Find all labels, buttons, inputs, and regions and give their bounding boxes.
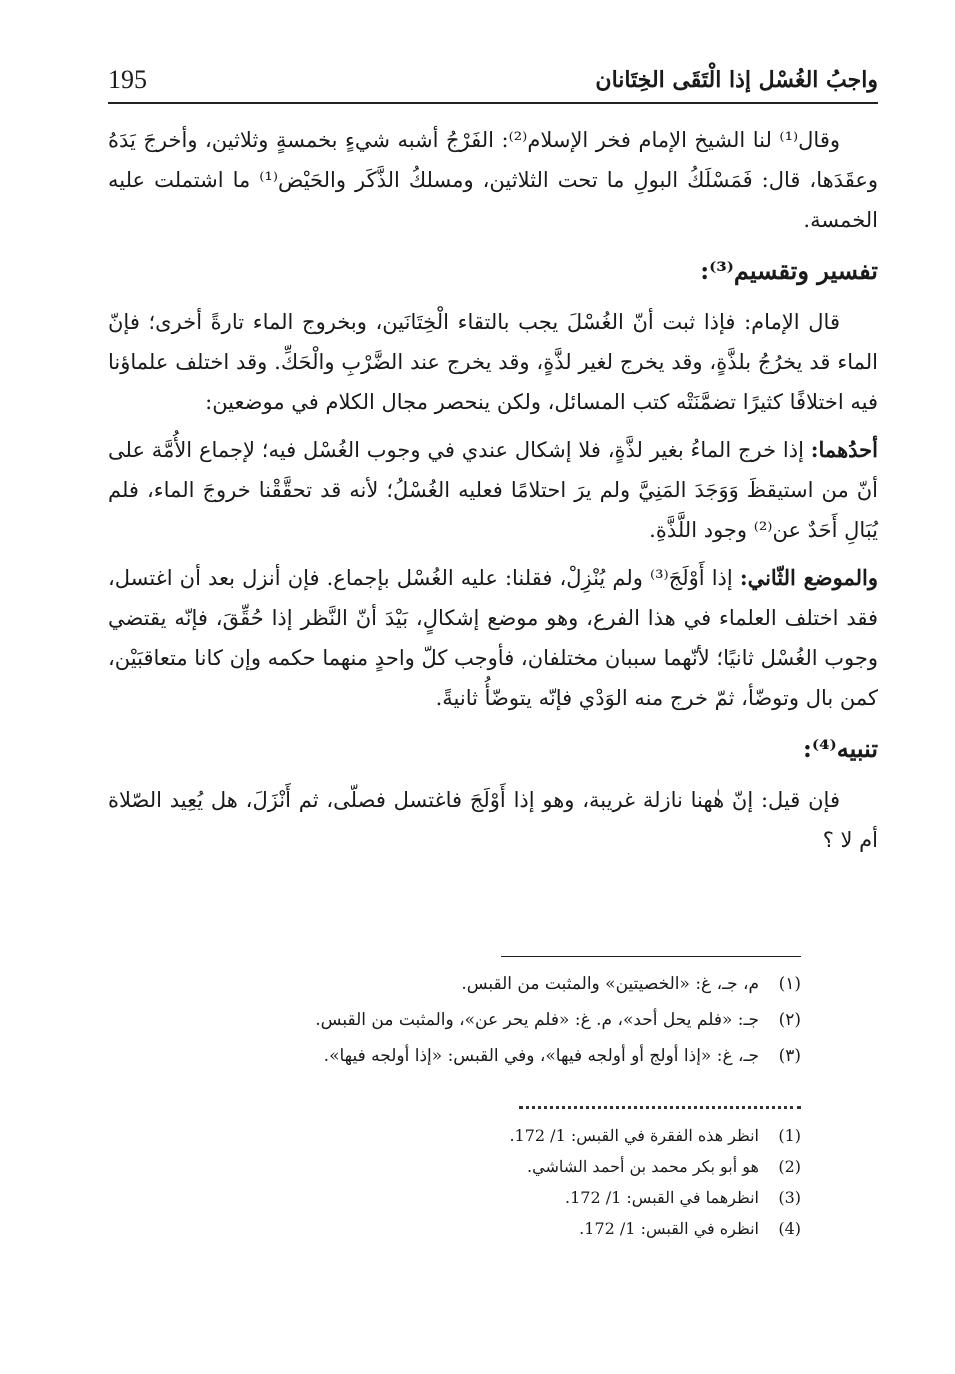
footnote-item xyxy=(315,1038,801,1074)
footnote-text: جـ: «فلم يحل أحد»، م. غ: «فلم يحر عن»، والمثبت من القبس. xyxy=(315,1010,759,1030)
footnote-divider xyxy=(501,956,801,957)
manuscript-footnotes xyxy=(315,966,801,1074)
running-title: واجبُ الغُسْل إذا الْتَقَى الخِتَانان xyxy=(595,67,878,93)
page-number: 195 xyxy=(108,65,147,94)
footnote-text: جـ، غ: «إذا أولج أو أولجه فيها»، وفي القبس: «إذا أولجه فيها». xyxy=(323,1046,759,1066)
footnote-text: انظره في القبس: 1/ 172. xyxy=(579,1219,759,1238)
footnote-text: م، جـ، غ: «الخصيتين» والمثبت من القبس. xyxy=(461,974,759,994)
editor-footnotes xyxy=(509,1120,801,1244)
footnote-item xyxy=(315,1002,801,1038)
footnote-text: انظر هذه الفقرة في القبس: 1/ 172. xyxy=(509,1126,759,1145)
footnote-text: هو أبو بكر محمد بن أحمد الشاشي. xyxy=(527,1157,759,1176)
paragraph-3-lead: أحدُهما: xyxy=(810,437,878,462)
paragraph-5: فإن قيل: إنّ هٰهنا نازلة غريبة، وهو إذا أَوْلَجَ فاغتسل فصلّى، ثم أَنْزَلَ، هل يُعِيد الصّلاة أم لا ؟ xyxy=(108,788,878,852)
footnote-number: (١) xyxy=(778,974,801,994)
paragraph-1: وقال⁽¹⁾ لنا الشيخ الإمام فخر الإسلام⁽²⁾: الفَرْجُ أشبه شيءٍ بخمسةٍ وثلاثين، وأخرجَ يَدَهُ وعقَدَها، قال: فَمَسْلَكُ البولِ ما تحت الثلاثين، ومسلكُ الذَّكَر والحَيْض⁽¹⁾ ما اشتملت عليه الخمسة. xyxy=(108,128,878,232)
footnote-item xyxy=(509,1182,801,1213)
footnote-number: (2) xyxy=(778,1157,801,1176)
footnote-dotted-divider xyxy=(519,1106,801,1109)
footnote-number: (1) xyxy=(778,1126,801,1145)
footnotes-area xyxy=(108,0,878,1374)
paragraph-4-text: إذا أَوْلَجَ⁽³⁾ ولم يُنْزِلْ، فقلنا: عليه الغُسْل بإجماع. فإن أنزل بعد أن اغتسل، فقد اختلف العلماء في هذا الفرع، وهو موضع إشكالٍ، بَيْدَ أنّ النَّظر إذا حُقِّقَ، فإنّه يقتضي وجوب الغُسْل ثانيًا؛ لأنّهما سببان مختلفان، فأوجب كلّ واحدٍ منهما حكمه وإن كانا متعاقبَيْن، كمن بال وتوضّأ، ثمّ خرج منه الوَدْي فإنّه يتوضّأُ ثانيةً. xyxy=(108,566,878,710)
footnote-number: (3) xyxy=(778,1188,801,1207)
paragraph-4-lead: والموضع الثّاني: xyxy=(739,565,878,590)
footnote-item xyxy=(509,1120,801,1151)
footnote-number: (٢) xyxy=(778,1010,801,1030)
section-heading-tafsir: تفسير وتقسيم⁽³⁾: xyxy=(700,256,878,285)
footnote-number: (٣) xyxy=(778,1046,801,1066)
paragraph-2: قال الإمام: فإذا ثبت أنّ الغُسْلَ يجب بالتقاء الْخِتَانَين، وبخروج الماء تارةً أخرى؛ فإنّ الماء قد يخرُجُ بلذَّةٍ، وقد يخرج لغير لذَّةٍ، وقد يخرج عند الضَّرْبِ والْحَكِّ. وقد اختلف علماؤنا فيه اختلافًا كثيرًا تضمَّنَتْه كتب المسائل، ولكن ينحصر مجال الكلام في موضعين: xyxy=(108,310,878,414)
footnote-item xyxy=(315,966,801,1002)
section-heading-tanbih: تنبيه⁽⁴⁾: xyxy=(803,734,878,763)
footnote-number: (4) xyxy=(778,1219,801,1238)
footnote-item xyxy=(509,1213,801,1244)
footnote-text: انظرهما في القبس: 1/ 172. xyxy=(565,1188,759,1207)
paragraph-3-text: إذا خرج الماءُ بغير لذَّةٍ، فلا إشكال عندي في وجوب الغُسْل فيه؛ لإجماع الأُمَّة على أنّ من استيقظَ وَوَجَدَ المَنِيَّ ولم يرَ احتلامًا فعليه الغُسْلُ؛ لأنه قد تحقَّقْنا خروجَ الماء، فلم يُبَالِ أَحَدٌ عن⁽²⁾ وجود اللَّذَّةِ. xyxy=(108,438,878,542)
footnote-item xyxy=(509,1151,801,1182)
